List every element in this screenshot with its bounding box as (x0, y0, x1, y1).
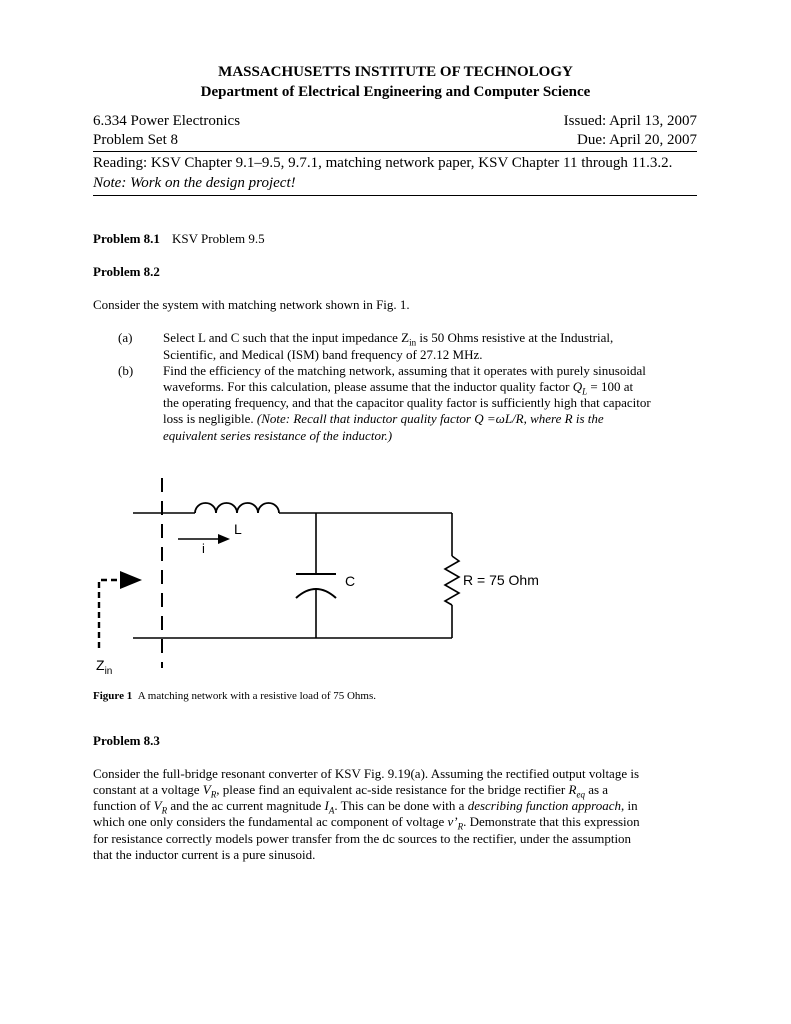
resistor-symbol (445, 556, 459, 605)
part-a-line-1: Select L and C such that the input impedance $Z_{in}$ is 50 Ohms resistive at the Industrial, (163, 330, 614, 348)
problem-8-3-line-4: which one only considers the fundamental ac component of voltage $v’_R$. Demonstrate that this expression (93, 814, 640, 832)
input-impedance-label: $Z_{in}$ (96, 657, 113, 677)
zin-arrow-head-icon (120, 571, 142, 589)
department-title: Department of Electrical Engineering and Computer Science (200, 84, 591, 100)
problem-8-3-line-3: function of $V_R$ and the ac current magnitude $I_A$. This can be done with a describing function approach, in (93, 798, 638, 816)
resistor-label: R = 75 Ohm (463, 572, 539, 588)
course-name: 6.334 Power Electronics (93, 113, 241, 129)
problem-8-1-text: KSV Problem 9.5 (172, 231, 265, 246)
current-label: i (202, 541, 205, 556)
reading-assignment: Reading: KSV Chapter 9.1–9.5, 9.7.1, matching network paper, KSV Chapter 11 through 11.3.2. (93, 155, 673, 171)
part-b-line-2: waveforms. For this calculation, please assume that the inductor quality factor $Q_L = 100$ at (163, 379, 634, 397)
part-b-line-5: equivalent series resistance of the inductor.) (163, 428, 393, 443)
problem-8-3-line-2: constant at a voltage $V_R$, please find an equivalent ac-side resistance for the bridge rectifier $R_{eq}$ as a (93, 782, 609, 800)
inductor-symbol (195, 503, 279, 513)
part-b-line-1: Find the efficiency of the matching network, assuming that it operates with purely sinusoidal (163, 363, 646, 378)
part-b-line-4: loss is negligible. (Note: Recall that inductor quality factor Q =ωL/R, where R is the (163, 411, 604, 426)
part-a-label: (a) (118, 330, 133, 345)
design-project-note: Note: Work on the design project! (93, 175, 296, 191)
problem-8-2-intro: Consider the system with matching network shown in Fig. 1. (93, 297, 410, 312)
zin-dashed-arrow (99, 580, 118, 648)
problem-8-3-line-1: Consider the full-bridge resonant converter of KSV Fig. 9.19(a). Assuming the rectified output voltage is (93, 766, 640, 781)
problem-8-3-label: Problem 8.3 (93, 733, 160, 748)
problem-set-number: Problem Set 8 (93, 132, 178, 148)
problem-8-3-line-5: for resistance correctly models power transfer from the dc sources to the rectifier, under the assumption (93, 831, 632, 846)
part-b-line-3: the operating frequency, and that the capacitor quality factor is sufficiently high that capacitor (163, 395, 651, 410)
inductor-label: L (234, 521, 242, 537)
capacitor-label: C (345, 573, 356, 589)
problem-8-2-label: Problem 8.2 (93, 264, 160, 279)
part-a-line-2: Scientific, and Medical (ISM) band frequency of 27.12 MHz. (163, 347, 483, 362)
issued-date: Issued: April 13, 2007 (563, 113, 697, 129)
institution-title: MASSACHUSETTS INSTITUTE OF TECHNOLOGY (218, 64, 573, 80)
current-arrow-head-icon (218, 534, 230, 544)
problem-8-3-line-6: that the inductor current is a pure sinusoid. (93, 847, 316, 862)
figure-1-caption: Figure 1 A matching network with a resistive load of 75 Ohms. (93, 690, 377, 702)
part-b-label: (b) (118, 363, 134, 378)
due-date: Due: April 20, 2007 (577, 132, 697, 148)
problem-8-1-label: Problem 8.1 (93, 231, 160, 246)
